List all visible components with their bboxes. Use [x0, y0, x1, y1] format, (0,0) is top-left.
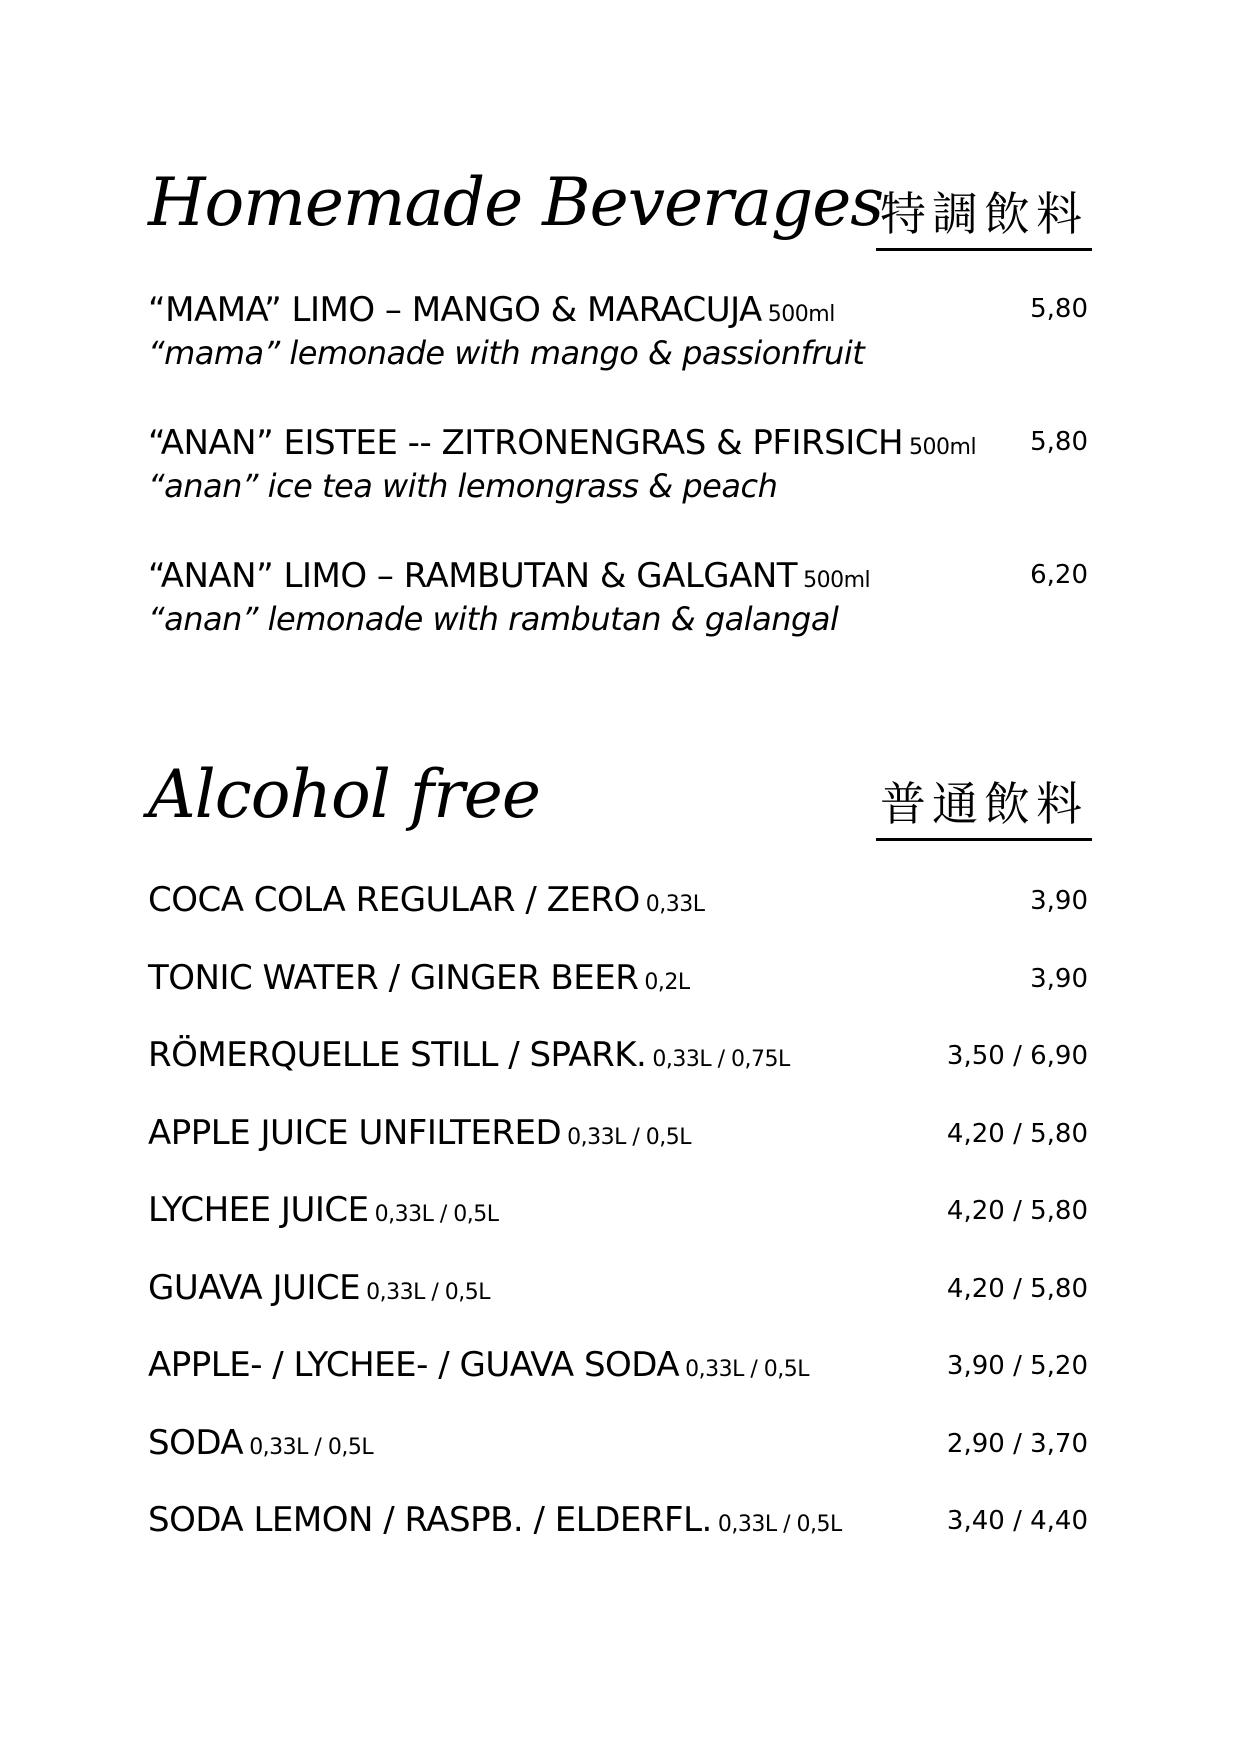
item-name-line — [148, 423, 976, 463]
item-name: COCA COLA REGULAR / ZERO — [148, 880, 640, 920]
section-title-cjk: 特調飲料 — [876, 178, 1092, 251]
item-volume: 0,33L / 0,5L — [685, 1357, 810, 1382]
item-price: 4,20 / 5,80 — [946, 1196, 1088, 1226]
item-volume: 0,2L — [644, 969, 690, 995]
item-name-line — [148, 958, 690, 998]
list-item — [148, 1345, 1092, 1423]
beverage-list — [148, 290, 1092, 689]
drink-list — [148, 880, 1092, 1578]
section-title-cjk: 普通飲料 — [876, 768, 1092, 841]
item-volume: 0,33L / 0,5L — [567, 1124, 692, 1150]
list-item — [148, 1423, 1092, 1501]
item-name-line — [148, 1190, 498, 1230]
item-price: 5,80 — [1030, 294, 1088, 324]
section-title: Alcohol free — [148, 756, 540, 833]
item-price: 3,90 — [1030, 963, 1088, 994]
item-volume: 500ml — [767, 302, 835, 327]
item-volume: 0,33L / 0,5L — [374, 1202, 499, 1227]
item-name: “ANAN” EISTEE -- ZITRONENGRAS & PFIRSICH — [148, 423, 904, 463]
item-volume: 500ml — [909, 435, 977, 460]
item-name: APPLE- / LYCHEE- / GUAVA SODA — [148, 1345, 680, 1385]
item-name-line — [148, 1035, 790, 1075]
item-price: 4,20 / 5,80 — [946, 1273, 1088, 1304]
item-name: GUAVA JUICE — [148, 1267, 361, 1308]
item-name: RÖMERQUELLE STILL / SPARK. — [148, 1035, 647, 1075]
item-name-line — [148, 1113, 691, 1153]
item-price: 5,80 — [1030, 427, 1088, 457]
item-price: 3,90 / 5,20 — [946, 1351, 1088, 1381]
item-name-line — [148, 1423, 373, 1463]
item-description: “mama” lemonade with mango & passionfruit — [148, 334, 865, 372]
item-name-line — [148, 880, 705, 920]
item-name-line — [148, 1500, 842, 1540]
list-item — [148, 1190, 1092, 1268]
item-name-line — [148, 556, 870, 596]
item-name: SODA LEMON / RASPB. / ELDERFL. — [148, 1500, 712, 1540]
item-volume: 0,33L / 0,5L — [249, 1434, 374, 1460]
list-item — [148, 1035, 1092, 1113]
alcohol-free-section — [148, 740, 1092, 1540]
item-name-line — [148, 290, 835, 330]
section-title: Homemade Beverages — [148, 164, 884, 241]
item-price: 3,40 / 4,40 — [946, 1506, 1088, 1536]
list-item — [148, 958, 1092, 1036]
section-header — [148, 740, 1092, 860]
item-price: 6,20 — [1030, 560, 1088, 590]
item-name-line — [148, 1345, 809, 1385]
section-header — [148, 150, 1092, 270]
item-volume: 0,33L / 0,75L — [652, 1047, 790, 1072]
list-item — [148, 1113, 1092, 1191]
list-item — [148, 1500, 1092, 1578]
item-name: TONIC WATER / GINGER BEER — [148, 957, 639, 998]
list-item — [148, 880, 1092, 958]
item-name: LYCHEE JUICE — [148, 1190, 369, 1230]
item-name-line — [148, 1268, 490, 1308]
item-description: “anan” ice tea with lemongrass & peach — [148, 467, 778, 505]
item-price: 4,20 / 5,80 — [946, 1118, 1088, 1149]
item-volume: 500ml — [803, 568, 871, 593]
item-volume: 0,33L / 0,5L — [366, 1279, 491, 1305]
item-volume: 0,33L — [645, 892, 705, 917]
item-name: “ANAN” LIMO – RAMBUTAN & GALGANT — [148, 556, 798, 596]
item-price: 2,90 / 3,70 — [946, 1428, 1088, 1459]
item-price: 3,90 — [1030, 886, 1088, 916]
list-item — [148, 556, 1092, 689]
list-item — [148, 290, 1092, 423]
homemade-beverages-section — [148, 150, 1092, 638]
item-volume: 0,33L / 0,5L — [717, 1512, 842, 1537]
list-item — [148, 423, 1092, 556]
list-item — [148, 1268, 1092, 1346]
item-name: SODA — [148, 1422, 244, 1463]
item-name: “MAMA” LIMO – MANGO & MARACUJA — [148, 290, 762, 330]
item-price: 3,50 / 6,90 — [946, 1041, 1088, 1071]
item-name: APPLE JUICE UNFILTERED — [148, 1112, 562, 1153]
item-description: “anan” lemonade with rambutan & galangal — [148, 600, 839, 638]
